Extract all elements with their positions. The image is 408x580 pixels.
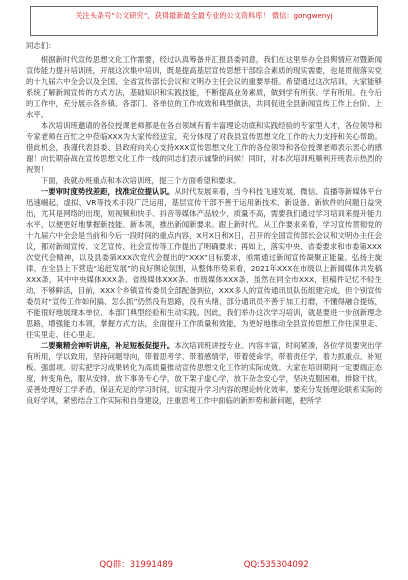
banner-text: 关注头条号“公文研究”，获得最新最全最专业的公文资料库！ 微信：gongwenyj xyxy=(75,11,333,20)
section-heading: 一要审时度势找差距，找准定位提认识。 xyxy=(40,187,175,196)
paragraph-text: 本次培训班讲授专业、内容丰富，时间紧凑，各位学员要突出学有所用，学以致用，坚持问题导向，带着思考学、带着感情学，带着使命学，带着责任学，着力抓重点、补短板、强弱项。切实把学习成果转化为高质量推动宣传思想文化工作的实际成效。大家在培训期间一定要端正态度，转变角色，服从安排，放下事务专心学，放下架子虚心学，放下杂念安心学，坚决克服困难，排除干扰，妥善处理好工学矛盾，保证充足的学习时间，切实提升学习内容的理论转化效率。要充分发扬理论联系实际的良好学风，紧密结合工作实际和自身建设，注重思考工作中面临的新形势和新问题，把所学 xyxy=(26,341,382,405)
document-body xyxy=(26,40,382,406)
paragraph-requirement-2 xyxy=(26,340,382,406)
footer-contact xyxy=(0,558,408,570)
qq-number-text: QQ:535304092 xyxy=(243,560,309,570)
paragraph-text: 从时代发展来看，当今科技飞速发展，微信、直播等新媒体平台迅速崛起，虚拟、VR等技术手段广泛运用，基层宣传干部不善于运用新技术、新设备、新软件的问题日益突出，尤其是网络的出现，短视频和快手、抖音等媒体产品较少，质量不高，需要我们通过学习培训来提升能力水平，以便更好地掌握新技能、新本领，推出新闻新要求。跟上新时代。从工作要求来看，学习宣传贯彻党的十九届六中全会是当前和今后一段时间的重点内容，X月X日和X日，召开的全国宣传部长会议和文明办主任会议，都对新闻宣传、文艺宣传、社会宣传等工作提出了明确要求；再如上，落实中央、省委要求和市委第XXX次党代会精神，以及县委第XXX次党代会提出的“XXX”目标要求，亟需通过新闻宣传凝聚正能量、弘扬主旋律。在全县上下营造“追赶发展”的良好舆论氛围，从整体形势来看，2021年XXX在市级以上新闻媒体共发稿XXX条，其中中央媒体XXX条、省级媒体XXX条、市级媒体XXX条，虽然在同全市XXX，但稿件记忆不轻生动，不够鲜活，目前，XXX个乡镇宣传委员全部配备到位，XXX多人的宣传通讯员队伍组建完成，但个别宣传委员对“宣传工作如何搞、怎么抓”仍然没有思路，没有头绪，部分通讯员不善于加工打磨，不懂得融合提炼，不能很好地展现本单位、本部门典型经验和生动实践。因此，我们举办这次学习培训，就是要进一步创新理念思路，增强能力本领，掌握方式方法，全面提升工作质量和效能，为更好地推动全县宣传思想工作往深里走、往实里走、往心里走。 xyxy=(26,187,382,339)
paragraph-text: 下面，我就办班重点和本次培训班，提三个方面希望和要求。 xyxy=(40,176,241,185)
qq-group-text: QQ群：31991489 xyxy=(99,560,174,570)
paragraph-text: 根据新时代宣传思想文化工作需要，经过认真筹备并汇报县委同意，我们在这里举办全县舆情应对暨新闻宣传能力提升培训班，开展这次集中培训，既是提高基层宣传思想干部综合素质的现实需要，也是贯彻落实党的十九届六中全会以及全国、全省宣传部长会议和文明办主任会议的重要举措。希望通过这次培训，大家能够系统了解新闻宣传的方式方法，基础知识和实践技能，不断提高业务素质，做到学有所获、学有所用。在今后的工作中，充分展示各乡镇、各部门、各单位的工作成效和典型做法，共同促进全县新闻宣传工作上台阶、上水平。 xyxy=(26,55,382,119)
section-heading: 二要聚精会神听讲座，补足短板促提升。 xyxy=(40,341,175,350)
paragraph-transition xyxy=(26,175,382,186)
paragraph-intro xyxy=(26,54,382,120)
header-banner xyxy=(30,6,378,36)
paragraph-text: 本次培训班邀请的各位授课老师都是在各自领域有着丰富理论功底和实践经验的专家型人才，各位领导和专家老师在百忙之中莅临XXX为大家传经送宝，充分体现了对我县宣传思想文化工作的大力支持和关心帮助。借此机会，我谨代表县委、县政府向关心支持XXX宣传思想文化工作的各位领导和各位授课老师表示衷心的感谢！向长期奋战在宣传思想文化工作一线的同志们表示诚挚的问候！同时，对本次培训班顺利开班表示热烈的祝贺！ xyxy=(26,121,382,174)
paragraph-requirement-1 xyxy=(26,186,382,340)
paragraph-thanks xyxy=(26,120,382,175)
banner-blank-line xyxy=(31,22,377,32)
greeting: 同志们： xyxy=(26,41,56,50)
